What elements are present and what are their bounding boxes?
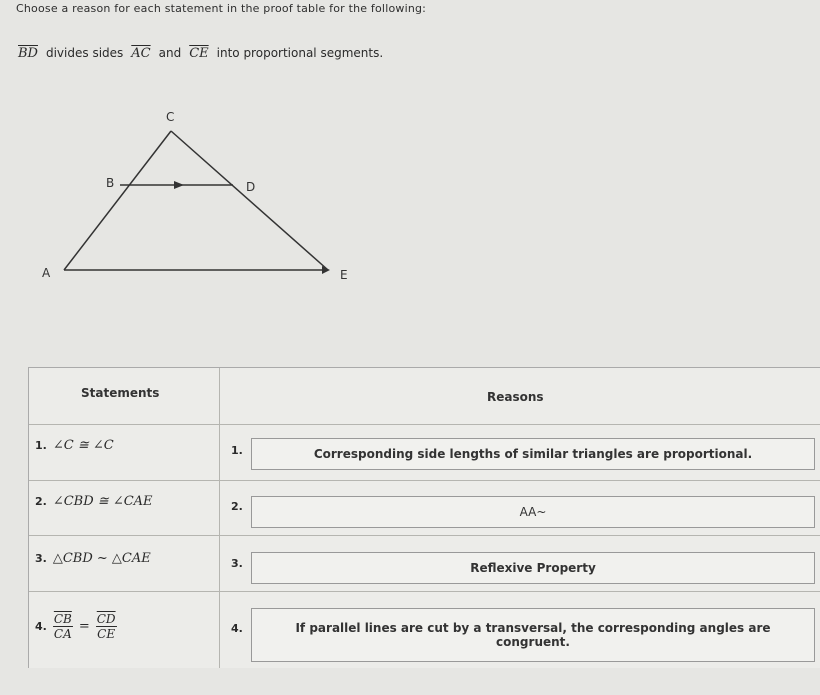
reason-dropdown-4[interactable] [251, 608, 815, 662]
reason-number: 3. [231, 557, 243, 570]
given-and: and [158, 46, 182, 60]
segment-ac: $\overline{AC}$ [131, 46, 151, 61]
statements-header: Statements [81, 386, 160, 400]
statement-row-1 [35, 438, 114, 453]
reason-number: 2. [231, 500, 243, 513]
proof-table [28, 367, 820, 668]
fraction-denominator: CE [97, 627, 116, 641]
row-divider [29, 424, 820, 425]
instruction-text: Choose a reason for each statement in the proof table for the following: [16, 2, 427, 15]
given-text-1: divides sides [45, 46, 124, 60]
fraction-cb-ca [53, 612, 73, 641]
reason-text: AA~ [519, 505, 547, 519]
segment-bd: $\overline{BD}$ [18, 46, 38, 61]
column-divider [219, 368, 220, 668]
reason-text: Reflexive Property [470, 561, 596, 575]
side-ac [64, 131, 171, 270]
equals-sign: = [78, 619, 90, 634]
reason-text: If parallel lines are cut by a transversal, the corresponding angles are congruent. [295, 621, 771, 649]
row-divider [29, 535, 820, 536]
statement-text: △CBD ~ △CAE [52, 551, 151, 566]
reason-dropdown-1[interactable] [251, 438, 815, 470]
statement-row-3 [35, 551, 151, 566]
reason-number: 4. [231, 622, 243, 635]
statement-number: 2. [35, 495, 47, 508]
fraction-denominator: CA [53, 627, 72, 641]
fraction-cd-ce [96, 612, 117, 641]
segment-ce: $\overline{CE}$ [189, 46, 209, 61]
given-statement [16, 46, 383, 61]
reasons-header: Reasons [487, 390, 544, 404]
label-c: C [166, 110, 175, 124]
reason-dropdown-2[interactable] [251, 496, 815, 528]
parallel-arrow-ae [322, 266, 330, 274]
parallel-arrow-bd [174, 181, 184, 189]
label-b: B [106, 176, 115, 190]
statement-row-4 [35, 612, 117, 641]
reason-text: Corresponding side lengths of similar triangles are proportional. [313, 447, 753, 461]
statement-row-2 [35, 494, 153, 509]
label-d: D [246, 180, 256, 194]
triangle-figure [28, 105, 348, 285]
reason-dropdown-3[interactable] [251, 552, 815, 584]
label-a: A [42, 266, 51, 280]
fraction-numerator: $\overline{CD}$ [96, 612, 116, 626]
statement-number: 4. [35, 620, 47, 633]
row-divider [29, 591, 820, 592]
given-text-2: into proportional segments. [216, 46, 384, 60]
side-ce [171, 131, 328, 270]
statement-text: ∠C ≅ ∠C [52, 438, 114, 453]
reason-number: 1. [231, 444, 243, 457]
label-e: E [340, 268, 348, 282]
fraction-numerator: $\overline{CB}$ [53, 612, 72, 626]
row-divider [29, 480, 820, 481]
statement-text: ∠CBD ≅ ∠CAE [52, 494, 153, 509]
statement-number: 3. [35, 552, 47, 565]
statement-number: 1. [35, 439, 47, 452]
